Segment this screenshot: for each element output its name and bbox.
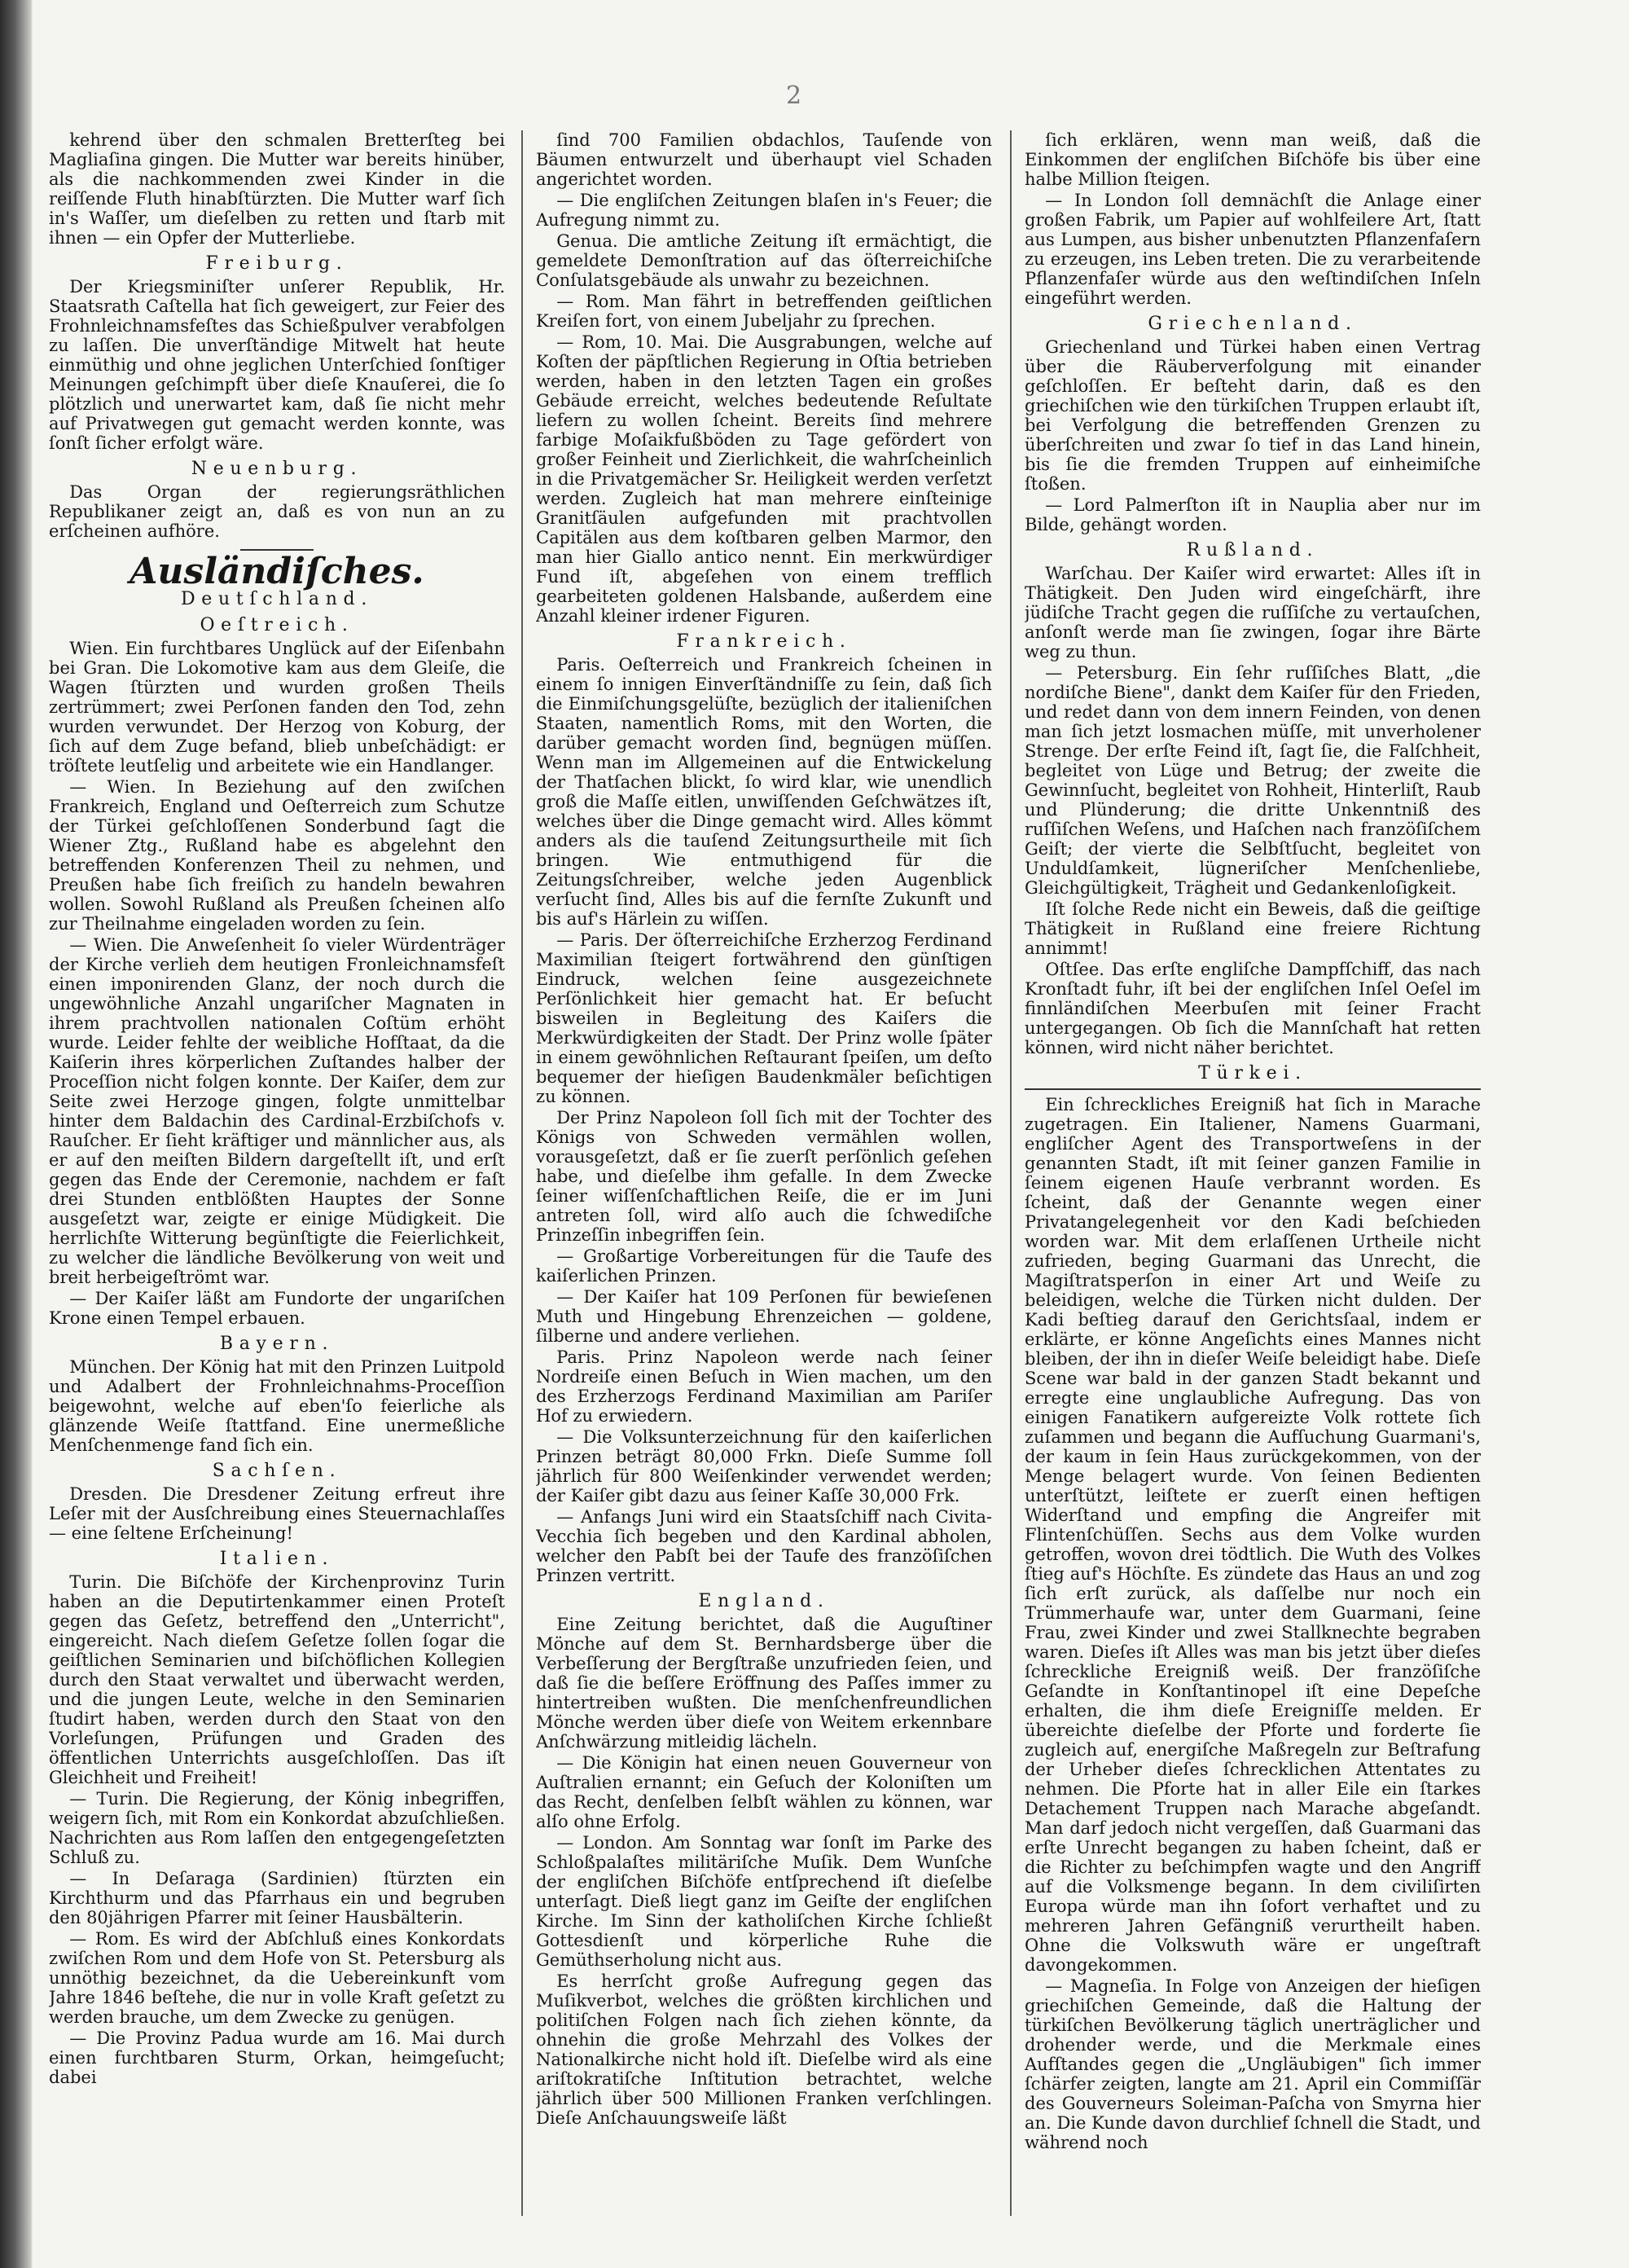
heading-oestreich: Oeſtreich. (200, 615, 354, 635)
column-rule (521, 130, 523, 2216)
paragraph: Griechenland und Türkei haben einen Vertrag über die Räuberverfolgung mit einander geſchloſſen. Er beſteht darin, daß es den griechiſchen wie den türkiſchen Truppen erlaubt iſt, bei Verfolgung die betreffenden Grenzen zu überſchreiten und zwar ſo tief in das Land hinein, bis ſie die fremden Truppen auf einheimiſche ſtoßen. (1025, 337, 1481, 494)
paragraph: — Wien. Die Anweſenheit ſo vieler Würdenträger der Kirche verlieh dem heutigen Fronleichnamsfeſt einen imponirenden Glanz, der noch durch die ungewöhnliche Anzahl ungariſcher Magnaten in ihrem prachtvollen nationalen Coſtüm erhöht wurde. Leider fehlte der weibliche Hofſtaat, da die Kaiſerin ihres körperlichen Zuſtandes halber der Proceſſion nicht folgen konnte. Der Kaiſer, dem zur Seite zwei Herzoge gingen, folgte unmittelbar hinter dem Baldachin des Cardinal-Erzbiſchofs v. Rauſcher. Er ſieht kräftiger und männlicher aus, als er auf den meiſten Bildern dargeſtellt iſt, und erſt gegen das Ende der Ceremonie, nachdem er faſt drei Stunden entblößten Hauptes der Sonne ausgeſetzt war, zeigte er einige Müdigkeit. Die herrlichſte Witterung begünſtigte die Feierlichkeit, zu welcher die ländliche Bevölkerung von weit und breit herbeigeſtrömt war. (49, 935, 505, 1287)
column-3 (1025, 130, 1481, 2216)
paragraph: — Die engliſchen Zeitungen blaſen in's Feuer; die Aufregung nimmt zu. (536, 191, 992, 230)
paragraph: Eine Zeitung berichtet, daß die Auguſtiner Mönche auf dem St. Bernhardsberge über die Verbeſſerung der Bergſtraße unzufrieden ſeien, und daß ſie die beſſere Eröffnung des Paſſes immer zu hintertreiben wußten. Die menſchenfreundlichen Mönche werden über dieſe von Weitem erkennbare Anſchwärzung mitleidig lächeln. (536, 1615, 992, 1752)
paragraph: — Der Kaiſer hat 109 Perſonen für bewieſenen Muth und Hingebung Ehrenzeichen — goldene, ſilberne und andere verliehen. (536, 1287, 992, 1346)
paragraph: Paris. Prinz Napoleon werde nach ſeiner Nordreiſe einen Beſuch in Wien machen, um den des Erzherzogs Ferdinand Maximilian am Pariſer Hof zu erwiedern. (536, 1347, 992, 1426)
section-title-auslaendisches: Ausländiſches. (130, 551, 424, 592)
page-number: 2 (786, 81, 802, 110)
heading-tuerkei: Türkei. (1198, 1063, 1307, 1083)
paragraph: Genua. Die amtliche Zeitung iſt ermächtigt, die gemeldete Demonſtration auf das öſterreichiſche Conſulatsgebäude als unwahr zu bezeichnen. (536, 231, 992, 290)
paragraph: Warſchau. Der Kaiſer wird erwartet: Alles iſt in Thätigkeit. Den Juden wird eingeſchärft, ihre jüdiſche Tracht gegen die ruſſiſche zu vertauſchen, anſonſt werde man ſie zwingen, ſogar ihre Bärte weg zu thun. (1025, 564, 1481, 662)
paragraph: Iſt ſolche Rede nicht ein Beweis, daß die geiſtige Thätigkeit in Rußland eine freiere Richtung annimmt! (1025, 899, 1481, 958)
heading-bayern: Bayern. (219, 1334, 335, 1354)
paragraph: Der Prinz Napoleon ſoll ſich mit der Tochter des Königs von Schweden vermählen wollen, vorausgeſetzt, daß er ſie zuerſt perſönlich geſehen habe, und dieſelbe ihm gefalle. In dem Zwecke ſeiner wiſſenſchaftlichen Reiſe, die er im Juni antreten ſoll, wird alſo auch die ſchwediſche Prinzeſſin inbegriffen ſein. (536, 1108, 992, 1245)
heading-england: England. (698, 1591, 830, 1611)
paragraph: — Rom. Man fährt in betreffenden geiſtlichen Kreiſen fort, von einem Jubeljahr zu ſprechen. (536, 292, 992, 331)
paragraph: — Die Provinz Padua wurde am 16. Mai durch einen furchtbaren Sturm, Orkan, heimgeſucht; dabei (49, 2028, 505, 2087)
paragraph: — Großartige Vorbereitungen für die Taufe des kaiſerlichen Prinzen. (536, 1246, 992, 1286)
paragraph: — Lord Palmerſton iſt in Nauplia aber nur im Bilde, gehängt worden. (1025, 495, 1481, 534)
paragraph: — London. Am Sonntag war ſonſt im Parke des Schloßpalaſtes militäriſche Muſik. Dem Wunſche der engliſchen Biſchöfe entſprechend iſt dieſelbe unterſagt. Dieß liegt ganz im Geiſte der engliſchen Kirche. Im Sinn der katholiſchen Kirche ſchließt Gottesdienſt und körperliche Ruhe die Gemüthserholung nicht aus. (536, 1833, 992, 1970)
heading-sachsen: Sachſen. (212, 1461, 342, 1481)
column-2 (536, 130, 992, 2216)
paragraph: — In London ſoll demnächſt die Anlage einer großen Fabrik, um Papier auf wohlfeilere Art, ſtatt aus Lumpen, aus bisher unbenutzten Pflanzenfaſern zu erzeugen, ins Leben treten. Die zu verarbeitende Pflanzenfaſer würde aus den weſtindiſchen Inſeln eingeführt werden. (1025, 191, 1481, 308)
paragraph: ſind 700 Familien obdachlos, Tauſende von Bäumen entwurzelt und überhaupt viel Schaden angerichtet worden. (536, 130, 992, 189)
paragraph: Wien. Ein furchtbares Unglück auf der Eiſenbahn bei Gran. Die Lokomotive kam aus dem Gleiſe, die Wagen ſtürzten und wurden großen Theils zertrümmert; zwei Perſonen fanden den Tod, zehn wurden verwundet. Der Herzog von Koburg, der ſich auf dem Zuge befand, blieb unbeſchädigt: er tröſtete leutſelig und arbeitete wie ein Handlanger. (49, 639, 505, 776)
paragraph: — Turin. Die Regierung, der König inbegriffen, weigern ſich, mit Rom ein Konkordat abzuſchließen. Nachrichten aus Rom laſſen den entgegengeſetzten Schluß zu. (49, 1789, 505, 1867)
paragraph: Paris. Oeſterreich und Frankreich ſcheinen in einem ſo innigen Einverſtändniſſe zu ſein, daß ſich die Einmiſchungsgelüſte, bezüglich der italieniſchen Staaten, namentlich Roms, mit den Worten, die darüber gemacht worden ſind, begnügen müſſen. Wenn man im Allgemeinen auf die Entwickelung der Thatſachen blickt, ſo wird klar, wie unendlich groß die Maſſe eitlen, unwiſſenden Geſchwätzes iſt, welches über die Dinge gemacht wird. Alles kömmt anders als die tauſend Zeitungsurtheile mit ſich bringen. Wie entmuthigend für die Zeitungsſchreiber, welche jeden Augenblick verſucht ſind, Alles bis auf die fernſte Zukunft und bis auf's Härlein zu wiſſen. (536, 655, 992, 929)
paragraph: — In Deſaraga (Sardinien) ſtürzten ein Kirchthurm und das Pfarrhaus ein und begruben den 80jährigen Pfarrer mit ſeiner Hausbälterin. (49, 1869, 505, 1927)
paragraph: — Die Volksunterzeichnung für den kaiſerlichen Prinzen beträgt 80,000 Frkn. Dieſe Summe ſoll jährlich für 800 Weiſenkinder verwendet werden; der Kaiſer gibt dazu aus ſeiner Kaſſe 30,000 Frk. (536, 1427, 992, 1505)
paragraph: — Rom, 10. Mai. Die Ausgrabungen, welche auf Koſten der päpſtlichen Regierung in Oſtia betrieben werden, haben in den letzten Tagen ein großes Gebäude erreicht, welches bedeutende Reſultate liefern zu wollen ſcheint. Bereits ſind mehrere farbige Moſaikfußböden zu Tage gefördert von großer Feinheit und Zierlichkeit, die wahrſcheinlich in die Privatgemächer Sr. Heiligkeit werden verſetzt werden. Zugleich hat man mehrere einſteinige Granitſäulen aufgefunden mit prachtvollen Capitälen aus dem koſtbaren gelben Marmor, den man hier Giallo antico nennt. Ein merkwürdiger Fund iſt, abgeſehen von einem trefflich gearbeiteten goldenen Halsbande, außerdem eine Anzahl kleiner irdener Figuren. (536, 332, 992, 626)
divider (1025, 1088, 1481, 1090)
binding-gutter (0, 0, 33, 2268)
heading-frankreich: Frankreich. (676, 631, 852, 652)
paragraph: Dresden. Die Dresdener Zeitung erfreut ihre Leſer mit der Ausſchreibung eines Steuernachlaſſes — eine ſeltene Erſcheinung! (49, 1484, 505, 1543)
paragraph: — Der Kaiſer läßt am Fundorte der ungariſchen Krone einen Tempel erbauen. (49, 1289, 505, 1328)
paragraph: — Anfangs Juni wird ein Staatsſchiff nach Civita-Vecchia ſich begeben und den Kardinal abholen, welcher den Pabſt bei der Taufe des franzöſiſchen Prinzen vertritt. (536, 1507, 992, 1585)
paragraph: — Petersburg. Ein ſehr ruſſiſches Blatt, „die nordiſche Biene", dankt dem Kaiſer für den Frieden, und redet dann von dem innern Feinden, von denen man ſich jetzt losmachen müſſe, mit unverholener Strenge. Der erſte Feind iſt, ſagt ſie, die Falſchheit, begleitet von Lüge und Betrug; der zweite die Gewinnſucht, begleitet von Rohheit, Hinterliſt, Raub und Plünderung; die dritte Unkenntniß des ruſſiſchen Weſens, und Haſchen nach franzöſiſchem Geiſt; der vierte die Selbſtſucht, begleitet von Unduldſamkeit, lügneriſcher Menſchenliebe, Gleichgültigkeit, Trägheit und Gedankenloſigkeit. (1025, 663, 1481, 898)
paragraph: — Rom. Es wird der Abſchluß eines Konkordats zwiſchen Rom und dem Hofe von St. Petersburg als unnöthig bezeichnet, da die Uebereinkunft vom Jahre 1846 beſtehe, die nur in volle Kraft geſetzt zu werden brauche, um dem Zwecke zu genügen. (49, 1929, 505, 2027)
paragraph: Es herrſcht große Aufregung gegen das Muſikverbot, welches die größten kirchlichen und politiſchen Folgen nach ſich ziehen könnte, da ohnehin die große Mehrzahl des Volkes der Nationalkirche nicht hold iſt. Dieſelbe wird als eine ariſtokratiſche Inſtitution betrachtet, welche jährlich über 500 Millionen Franken verſchlingen. Dieſe Anſchauungsweiſe läßt (536, 1971, 992, 2128)
paragraph: — Die Königin hat einen neuen Gouverneur von Auſtralien ernannt; ein Geſuch der Koloniſten um das Recht, denſelben ſelbſt wählen zu können, war alſo ohne Erfolg. (536, 1753, 992, 1831)
paragraph: — Paris. Der öſterreichiſche Erzherzog Ferdinand Maximilian ſteigert fortwährend den günſtigen Eindruck, welchen ſeine ausgezeichnete Perſönlichkeit hier gemacht hat. Er beſucht bisweilen in Begleitung des Kaiſers die Merkwürdigkeiten der Stadt. Der Prinz wolle ſpäter in einem gewöhnlichen Reſtaurant ſpeiſen, um deſto bequemer der hieſigen Baudenkmäler beſichtigen zu können. (536, 930, 992, 1106)
heading-neuenburg: Neuenburg. (191, 459, 363, 479)
paragraph: Turin. Die Biſchöfe der Kirchenprovinz Turin haben an die Deputirtenkammer einen Proteſt gegen das Geſetz, betreffend den „Unterricht", eingereicht. Nach dieſem Geſetze ſollen ſogar die geiſtlichen Seminarien und biſchöflichen Kollegien durch den Staat verwaltet und überwacht werden, und die jungen Leute, welche in den Seminarien ſtudirt haben, werden durch den Staat von den Vorleſungen, Prüfungen und Graden des öffentlichen Unterrichts ausgeſchloſſen. Das iſt Gleichheit und Freiheit! (49, 1572, 505, 1787)
newspaper-page (33, 0, 1629, 2268)
paragraph: Ein ſchreckliches Ereigniß hat ſich in Marache zugetragen. Ein Italiener, Namens Guarmani, engliſcher Agent des Transportweſens in der genannten Stadt, iſt mit ſeiner ganzen Familie in ſeinem eigenen Hauſe verbrannt worden. Es ſcheint, daß der Genannte wegen einer Privatangelegenheit vor den Kadi beſchieden worden war. Mit dem erlaſſenen Urtheile nicht zufrieden, beging Guarmani das Unrecht, die Magiſtratsperſon in einer Art und Weiſe zu beleidigen, welche die Türken nicht dulden. Der Kadi beſtieg darauf den Gerichtsſaal, indem er erklärte, er könne Angeſichts eines Mannes nicht bleiben, der ihn in dieſer Weiſe beleidigt habe. Dieſe Scene war bald in der ganzen Stadt bekannt und erregte eine unglaubliche Aufregung. Das von einigen Fanatikern aufgereizte Volk rottete ſich zuſammen und begann die Aufſuchung Guarmani's, der kaum in ſein Haus zurückgekommen, von der Menge belagert wurde. Von ſeinen Bedienten unterſtützt, leiſtete er zuerſt einen heftigen Widerſtand und empfing die Angreifer mit Flintenſchüſſen. Sechs aus dem Volke wurden getroffen, wovon drei tödtlich. Die Wuth des Volkes ſtieg auf's Höchſte. Es zündete das Haus an und zog ſich erſt zurück, als daſſelbe nur noch ein Trümmerhaufe war, unter dem Guarmani, ſeine Frau, zwei Kinder und zwei Stallknechte begraben waren. Dieſes iſt Alles was man bis jetzt über dieſes ſchreckliche Ereigniß weiß. Der franzöſiſche Geſandte in Konſtantinopel iſt eine Depeſche erhalten, die ihm dieſe Ereigniſſe melden. Er übereichte dieſelbe der Pforte und forderte ſie zugleich auf, energiſche Maßregeln zur Beſtrafung der Urheber dieſes ſchrecklichen Attentates zu nehmen. Die Pforte hat in aller Eile ein ſtarkes Detachement Truppen nach Marache abgeſandt. Man darf jedoch nicht vergeſſen, daß Guarmani das erſte Unrecht begangen zu haben ſcheint, daß er die Richter zu beſchimpfen wagte und den Angriff auf die Volksmenge begann. In dem civiliſirten Europa würde man ihn ſofort verhaftet und zu mehreren Jahren Gefängniß verurtheilt haben. Ohne die Volkswuth wäre er ungeſtraft davongekommen. (1025, 1095, 1481, 1975)
paragraph: Oſtſee. Das erſte engliſche Dampfſchiff, das nach Kronſtadt fuhr, iſt bei der engliſchen Inſel Oeſel im finnländiſchen Meerbuſen mit ſeiner Fracht untergegangen. Ob ſich die Mannſchaft hat retten können, wird nicht näher berichtet. (1025, 960, 1481, 1057)
heading-griechenland: Griechenland. (1148, 314, 1358, 334)
paragraph: — Magneſia. In Folge von Anzeigen der hieſigen griechiſchen Gemeinde, daß die Haltung der türkiſchen Bevölkerung täglich unerträglicher und drohender werde, und die Merkmale eines Aufſtandes gegen die „Ungläubigen" ſich immer ſchärfer zeigten, langte am 21. April ein Commiſſär des Gouverneurs Soleiman-Paſcha von Smyrna hier an. Die Kunde davon durchlief ſchnell die Stadt, und während noch (1025, 1976, 1481, 2152)
column-1 (49, 130, 505, 2216)
paragraph: kehrend über den schmalen Bretterſteg bei Magliaſina gingen. Die Mutter war bereits hinüber, als die nachkommenden zwei Kinder in die reiſſende Fluth hinabſtürzten. Die Mutter warf ſich in's Waſſer, um dieſelben zu retten und ſtarb mit ihnen — ein Opfer der Mutterliebe. (49, 130, 505, 248)
paragraph: Das Organ der regierungsräthlichen Republikaner zeigt an, daß es von nun an zu erſcheinen aufhöre. (49, 482, 505, 541)
heading-freiburg: Freiburg. (205, 253, 349, 274)
paragraph: ſich erklären, wenn man weiß, daß die Einkommen der engliſchen Biſchöfe bis über eine halbe Million ſteigen. (1025, 130, 1481, 189)
paragraph: — Wien. In Beziehung auf den zwiſchen Frankreich, England und Oeſterreich zum Schutze der Türkei geſchloſſenen Sonderbund ſagt die Wiener Ztg., Rußland habe es abgelehnt den betreffenden Konferenzen Theil zu nehmen, und Preußen habe ſich freiſich zu handeln bewahren wollen. Sowohl Rußland als Preußen ſcheinen alſo zur Theilnahme eingeladen worden zu ſein. (49, 777, 505, 934)
heading-deutschland: Deutſchland. (180, 589, 374, 609)
heading-russland: Rußland. (1186, 540, 1319, 560)
paragraph: Der Kriegsminiſter unſerer Republik, Hr. Staatsrath Caſtella hat ſich geweigert, zur Feier des Frohnleichnamsfeſtes das Schießpulver verabfolgen zu laſſen. Die unverſtändige Mitwelt hat heute einmüthig und ohne jeglichen Unterſchied ſonſtiger Meinungen geſchimpft über dieſe Knauſerei, die ſo plötzlich und unerwartet kam, daß ſie nicht mehr auf Privatwegen gut gemacht werden konnte, was ſonſt ſicher erfolgt wäre. (49, 277, 505, 453)
paragraph: München. Der König hat mit den Prinzen Luitpold und Adalbert der Frohnleichnahms-Proceſſion beigewohnt, welche auf eben'ſo feierliche als glänzende Weiſe ſtattfand. Eine unermeßliche Menſchenmenge fand ſich ein. (49, 1357, 505, 1455)
heading-italien: Italien. (219, 1549, 335, 1569)
column-rule (1010, 130, 1012, 2216)
